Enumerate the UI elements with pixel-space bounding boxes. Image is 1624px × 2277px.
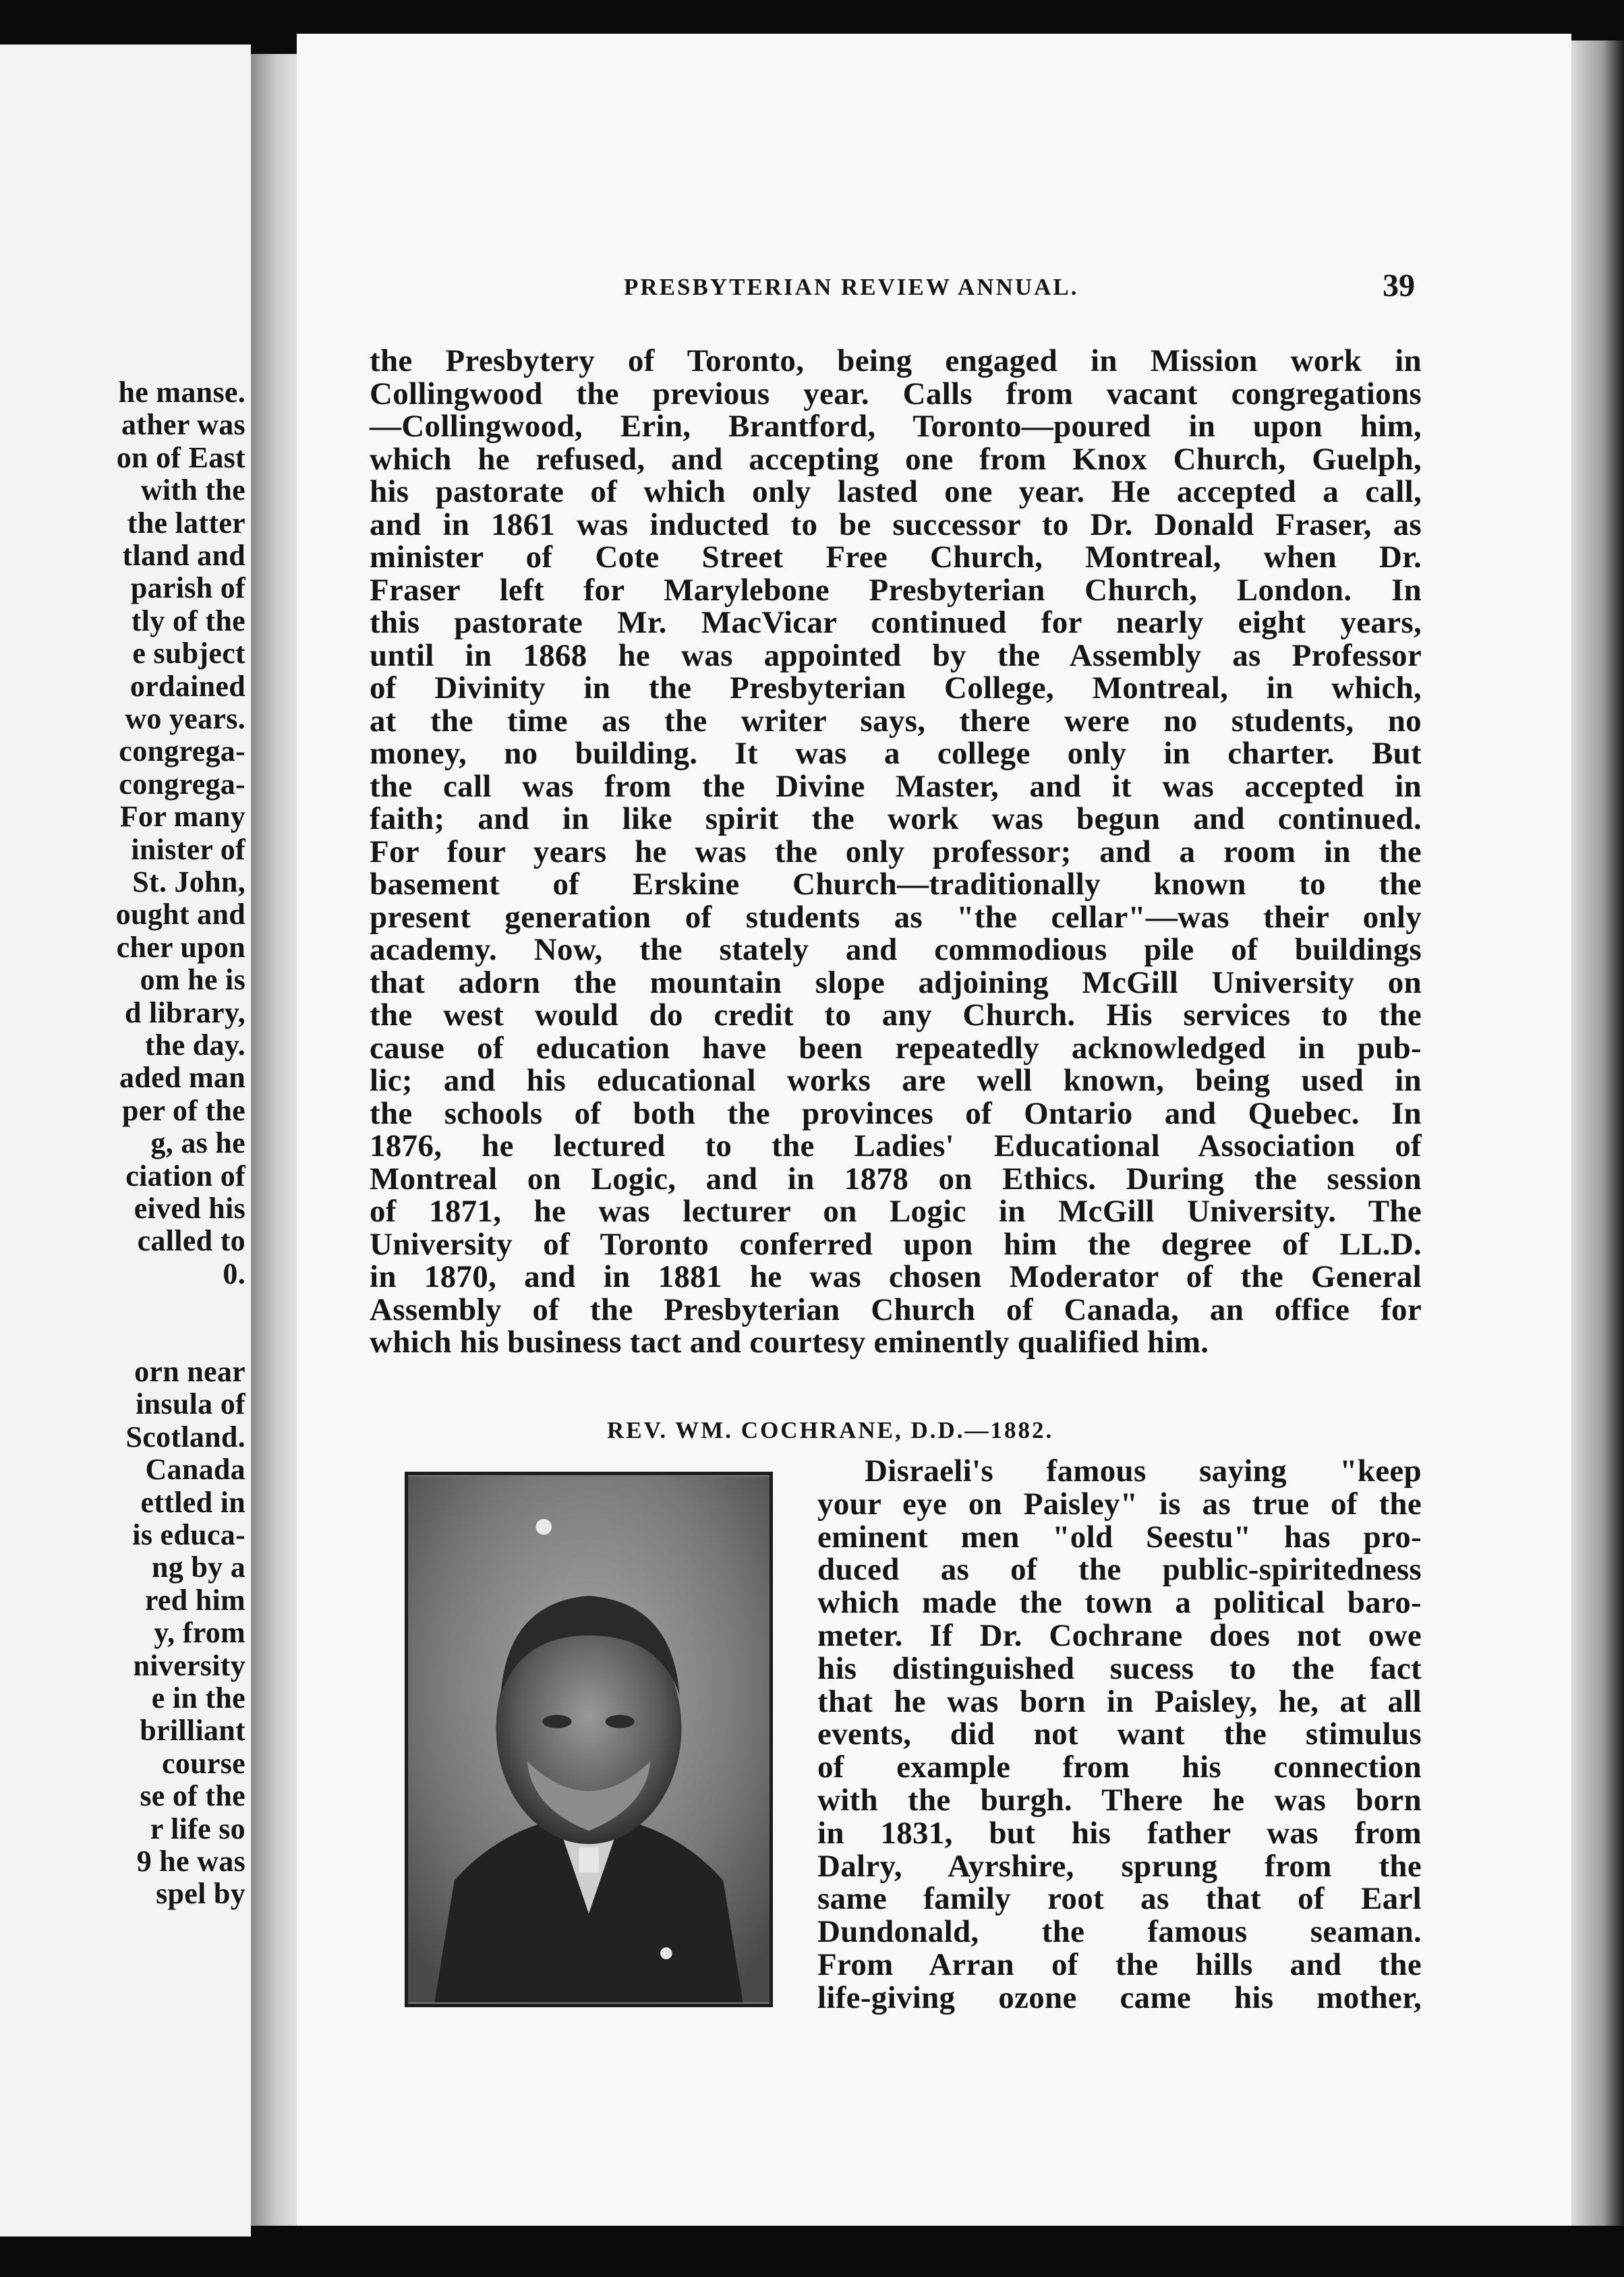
page-number: 39 [1383, 268, 1415, 304]
paragraph-line: University of Toronto conferred upon him the degree of LL.D. [370, 1226, 1422, 1262]
paragraph-line: which his business tact and courtesy eminently qualified him. [370, 1325, 1209, 1360]
paragraph-line: of 1871, he was lecturer on Logic in McGill University. The [370, 1194, 1422, 1229]
paragraph-line: that adorn the mountain slope adjoining McGill University on [370, 964, 1422, 1000]
left-page-line: with the [140, 473, 245, 507]
paragraph-line: the call was from the Divine Master, and it was accepted in [370, 768, 1422, 804]
section-line: Disraeli's famous saying "keep [865, 1453, 1422, 1489]
left-page-line: eived his [134, 1192, 245, 1225]
left-page-line: per of the [121, 1093, 245, 1127]
section-line: with the burgh. There he was born [817, 1783, 1422, 1818]
paragraph-line: in 1870, and in 1881 he was chosen Moderator of the General [370, 1259, 1422, 1294]
left-page-line: inister of [131, 832, 245, 866]
left-page-line: on of East [116, 440, 245, 474]
paragraph-line: Assembly of the Presbyterian Church of Canada, an office for [370, 1292, 1422, 1327]
section-line: his distinguished sucess to the fact [817, 1650, 1422, 1686]
left-page-line: spel by [156, 1877, 245, 1911]
running-head: PRESBYTERIAN REVIEW ANNUAL. [624, 274, 1079, 300]
portrait-image [408, 1475, 770, 2004]
left-page-line: cher upon [116, 930, 245, 964]
left-page-line: g, as he [150, 1126, 245, 1160]
left-page-line: parish of [130, 571, 245, 605]
paragraph-line: present generation of students as "the cellar"—was their only [370, 899, 1422, 935]
section-line: Dundonald, the famous seaman. [817, 1914, 1422, 1950]
left-page-line: the day. [144, 1029, 245, 1062]
left-page-line: insula of [136, 1387, 245, 1421]
section-line: eminent men "old Seestu" has pro- [817, 1519, 1422, 1555]
paragraph-line: Fraser left for Marylebone Presbyterian Church, London. In [370, 572, 1422, 608]
paragraph-line: Collingwood the previous year. Calls from vacant congregations [370, 376, 1422, 411]
left-page-line: ought and [115, 898, 245, 931]
left-page-line: Scotland. [125, 1420, 245, 1453]
paragraph-line: lic; and his educational works are well known, being used in [370, 1063, 1422, 1098]
left-page-line: is educa- [132, 1518, 245, 1551]
paragraph-line: —Collingwood, Erin, Brantford, Toronto—poured in upon him, [370, 409, 1422, 444]
left-page-line: 9 he was [136, 1845, 245, 1878]
paragraph-line: Montreal on Logic, and in 1878 on Ethics. During the session [370, 1161, 1422, 1197]
paragraph-line: which he refused, and accepting one from Knox Church, Guelph, [370, 441, 1422, 477]
paragraph-line: this pastorate Mr. MacVicar continued for nearly eight years, [370, 605, 1422, 640]
paragraph-line: at the time as the writer says, there were no students, no [370, 703, 1422, 739]
left-page-line: tly of the [131, 604, 245, 637]
left-page-line: 0. [223, 1257, 245, 1290]
left-page-line: d library, [124, 996, 245, 1029]
left-page-line: y, from [154, 1616, 245, 1650]
left-page-line: Canada [145, 1453, 245, 1487]
left-page-line: r life so [150, 1812, 245, 1845]
section-line: that he was born in Paisley, he, at all [817, 1683, 1422, 1719]
left-page-line: e in the [151, 1681, 245, 1714]
paragraph-line: 1876, he lectured to the Ladies' Educational Association of [370, 1128, 1422, 1163]
left-page-line: St. John, [132, 865, 245, 898]
paragraph-line: the west would do credit to any Church. His services to the [370, 998, 1422, 1033]
left-page-line: niversity [133, 1648, 245, 1682]
paragraph-line: academy. Now, the stately and commodious pile of buildings [370, 932, 1422, 967]
section-heading: REV. WM. COCHRANE, D.D.—1882. [607, 1417, 1054, 1443]
left-page-line: congrega- [119, 734, 245, 768]
left-page-line: ettled in [140, 1485, 245, 1519]
paragraph-line: cause of education have been repeatedly acknowledged in pub- [370, 1030, 1422, 1066]
left-page-line: called to [137, 1224, 245, 1258]
paragraph-line: and in 1861 was inducted to be successor to Dr. Donald Fraser, as [370, 507, 1422, 542]
section-line: same family root as that of Earl [817, 1881, 1422, 1917]
left-page-line: For many [119, 800, 245, 834]
left-page-line: wo years. [125, 702, 245, 735]
left-page-line: om he is [140, 963, 245, 997]
page-edge-right [1571, 40, 1624, 2226]
left-page-line: ordained [129, 669, 245, 703]
paragraph-line: his pastorate of which only lasted one year. He accepted a call, [370, 474, 1422, 509]
paragraph-line: of Divinity in the Presbyterian College, Montreal, in which, [370, 670, 1422, 705]
section-line: which made the town a political baro- [817, 1585, 1422, 1621]
section-line: life-giving ozone came his mother, [817, 1980, 1422, 2015]
left-page-line: aded man [119, 1061, 245, 1095]
section-line: your eye on Paisley" is as true of the [817, 1486, 1422, 1522]
section-line: Dalry, Ayrshire, sprung from the [817, 1848, 1422, 1884]
section-line: of example from his connection [817, 1750, 1422, 1785]
left-page-line: ather was [121, 408, 245, 442]
paragraph-line: the schools of both the provinces of Ontario and Quebec. In [370, 1095, 1422, 1131]
left-page-line: ciation of [125, 1159, 245, 1192]
paragraph-line: basement of Erskine Church—traditionally known to the [370, 867, 1422, 902]
section-line: From Arran of the hills and the [817, 1947, 1422, 1982]
paragraph-line: until in 1868 he was appointed by the Assembly as Professor [370, 637, 1422, 673]
left-page-line: congrega- [119, 767, 245, 801]
facing-page-left [0, 45, 251, 2237]
left-page-line: se of the [140, 1779, 245, 1813]
left-page-line: the latter [127, 506, 245, 540]
paragraph-line: faith; and in like spirit the work was begun and continued. [370, 801, 1422, 836]
left-page-line: ng by a [151, 1551, 245, 1584]
section-line: meter. If Dr. Cochrane does not owe [817, 1618, 1422, 1653]
left-page-line: course [162, 1746, 245, 1780]
left-page-line: he manse. [118, 376, 245, 409]
left-page-line: e subject [132, 637, 245, 670]
paragraph-line: minister of Cote Street Free Church, Montreal, when Dr. [370, 540, 1422, 575]
left-page-line: red him [144, 1583, 245, 1617]
section-line: in 1831, but his father was from [817, 1815, 1422, 1851]
left-page-line: orn near [134, 1355, 245, 1388]
left-page-line: tland and [122, 539, 245, 572]
paragraph-line: For four years he was the only professor; and a room in the [370, 834, 1422, 869]
section-line: duced as of the public-spiritedness [817, 1552, 1422, 1588]
section-line: events, did not want the stimulus [817, 1717, 1422, 1752]
paragraph-line: the Presbytery of Toronto, being engaged in Mission work in [370, 343, 1422, 378]
paragraph-line: money, no building. It was a college only in charter. But [370, 736, 1422, 771]
left-page-line: brilliant [140, 1714, 245, 1748]
portrait-photo [405, 1472, 773, 2007]
